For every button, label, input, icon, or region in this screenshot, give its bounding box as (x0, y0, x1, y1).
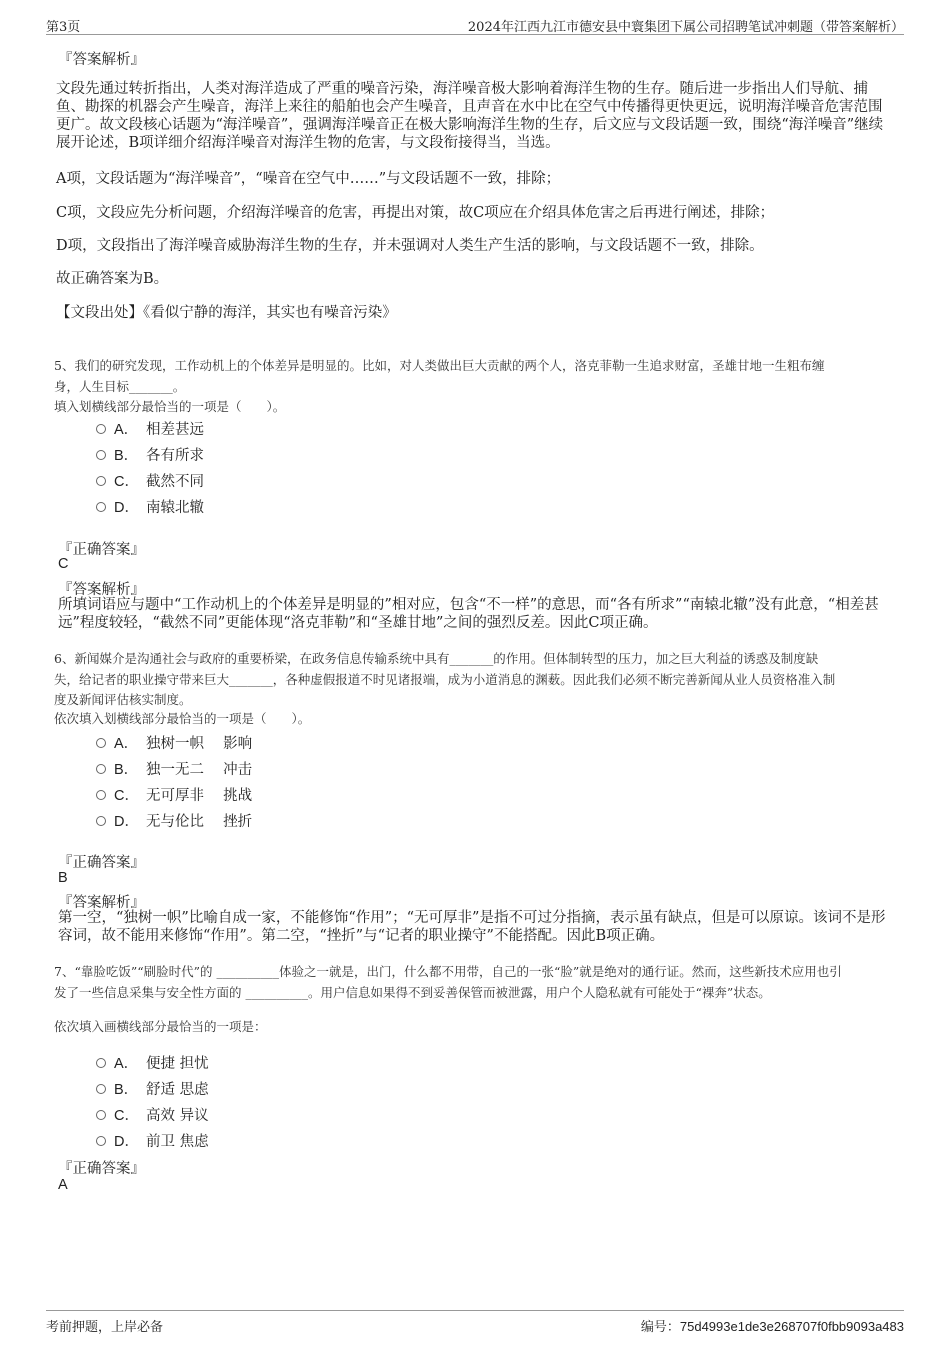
q6-analysis: 第一空，“独树一帜”比喻自成一家，不能修饰“作用”；“无可厚非”是指不可过分指摘，表示虽有缺点，但是可以原谅。该词不是形容词，故不能用来修饰“作用”。第二空，“挫折”与“记者的职业操守”不能搭配。因此B项正确。 (58, 910, 886, 944)
q5-stem-line-2: 身，人生目标_______。 (54, 379, 186, 394)
footer-slogan: 考前押题，上岸必备 (46, 1320, 164, 1335)
option-letter: A． (114, 1056, 139, 1072)
option-text: 无与伦比 挫折 (146, 814, 253, 830)
radio-icon[interactable] (96, 1084, 106, 1094)
code-label: 编号： (640, 1320, 680, 1335)
q5-stem-line-1: 5、我们的研究发现，工作动机上的个体差异是明显的。比如，对人类做出巨大贡献的两个人，洛克菲勒一生追求财富，圣雄甘地一生粗布缠 (54, 358, 825, 373)
q7-stem-line-1: 7、“靠脸吃饭”“刷脸时代”的 __________体验之一就是，出门，什么都不用带，自己的一张“脸”就是绝对的通行证。然而，这些新技术应用也引 (54, 964, 842, 979)
code-value: 75d4993e1de3e268707f0fbb9093a483 (679, 1319, 904, 1334)
option-letter: D． (114, 814, 139, 830)
q7-answer-label: 『正确答案』 (58, 1161, 145, 1177)
option-text: 高效 异议 (146, 1108, 209, 1124)
option-letter: B． (114, 762, 139, 778)
q4-analysis-paragraph: 文段先通过转折指出，人类对海洋造成了严重的噪音污染，海洋噪音极大影响着海洋生物的生存。随后进一步指出人们导航、捕鱼、勘探的机器会产生噪音，海洋上来往的船舶也会产生噪音，且声音在水中比在空气中传播得更快更远，说明海洋噪音危害范围更广。故文段核心话题为“海洋噪音”，强调海洋噪音正在极大影响海洋生物的生存，后文应与文段话题一致，围绕“海洋噪音”继续展开论述，B项详细介绍海洋噪音对海洋生物的危害，与文段衔接得当，当选。 (56, 81, 884, 151)
q6-option-d[interactable] (96, 810, 252, 830)
q6-option-c[interactable] (96, 784, 252, 804)
document-code (641, 1316, 904, 1335)
option-text: 舒适 思虑 (146, 1082, 209, 1098)
option-text: 相差甚远 (146, 422, 204, 438)
option-letter: D． (114, 1134, 139, 1150)
option-letter: B． (114, 448, 139, 464)
q6-prompt: 依次填入划横线部分最恰当的一项是（ ）。 (54, 711, 311, 726)
radio-icon[interactable] (96, 738, 106, 748)
q7-option-d[interactable] (96, 1130, 209, 1150)
q6-stem-line-1: 6、新闻媒介是沟通社会与政府的重要桥梁，在政务信息传输系统中具有_______的作用。但体制转型的压力，加之巨大利益的诱惑及制度缺 (54, 651, 819, 666)
radio-icon[interactable] (96, 1136, 106, 1146)
q5-answer: C (58, 556, 69, 572)
q7-answer: A (58, 1177, 68, 1193)
q4-analysis-option-d: D项，文段指出了海洋噪音威胁海洋生物的生存，并未强调对人类生产生活的影响，与文段话题不一致，排除。 (56, 238, 764, 254)
option-letter: B． (114, 1082, 139, 1098)
q7-prompt: 依次填入画横线部分最恰当的一项是： (54, 1019, 267, 1034)
q6-stem-line-2: 失，给记者的职业操守带来巨大_______，各种虚假报道不时见诸报端，成为小道消息的渊薮。因此我们必须不断完善新闻从业人员资格准入制 (54, 672, 836, 687)
q6-answer-label: 『正确答案』 (58, 855, 145, 871)
radio-icon[interactable] (96, 1058, 106, 1068)
option-text: 截然不同 (146, 474, 204, 490)
radio-icon[interactable] (96, 450, 106, 460)
option-letter: C． (114, 788, 139, 804)
option-text: 便捷 担忧 (146, 1056, 209, 1072)
q7-option-a[interactable] (96, 1052, 209, 1072)
radio-icon[interactable] (96, 476, 106, 486)
q6-stem-line-3: 度及新闻评估核实制度。 (54, 692, 192, 707)
option-text: 无可厚非 挑战 (146, 788, 253, 804)
q5-analysis: 所填词语应与题中“工作动机上的个体差异是明显的”相对应，包含“不一样”的意思，而“各有所求”“南辕北辙”没有此意，“相差甚远”程度较轻，“截然不同”更能体现“洛克菲勒”和“圣雄甘地”之间的强烈反差。因此C项正确。 (58, 597, 879, 631)
page-number: 第3页 (46, 20, 81, 35)
radio-icon[interactable] (96, 816, 106, 826)
radio-icon[interactable] (96, 790, 106, 800)
q5-answer-label: 『正确答案』 (58, 542, 145, 558)
q5-option-c[interactable] (96, 470, 204, 490)
option-letter: A． (114, 422, 139, 438)
option-letter: A． (114, 736, 139, 752)
q7-stem-line-2: 发了一些信息采集与安全性方面的 __________。用户信息如果得不到妥善保管而被泄露，用户个人隐私就有可能处于“裸奔”状态。 (54, 985, 771, 1000)
option-text: 独一无二 冲击 (146, 762, 253, 778)
q6-answer: B (58, 870, 68, 886)
option-text: 独树一帜 影响 (146, 736, 253, 752)
q4-analysis-option-c: C项，文段应先分析问题，介绍海洋噪音的危害，再提出对策，故C项应在介绍具体危害之后再进行阐述，排除； (56, 205, 775, 221)
radio-icon[interactable] (96, 764, 106, 774)
page-footer (46, 1310, 904, 1335)
option-letter: C． (114, 474, 139, 490)
q6-option-b[interactable] (96, 758, 252, 778)
q5-prompt: 填入划横线部分最恰当的一项是（ ）。 (54, 399, 286, 414)
q7-option-c[interactable] (96, 1104, 209, 1124)
option-letter: C． (114, 1108, 139, 1124)
q4-analysis-option-a: A项，文段话题为“海洋噪音”，“噪音在空气中……”与文段话题不一致，排除； (56, 171, 561, 187)
option-text: 南辕北辙 (146, 500, 204, 516)
page-header (46, 14, 904, 35)
document-title: 2024年江西九江市德安县中寰集团下属公司招聘笔试冲刺题（带答案解析） (467, 20, 904, 35)
option-letter: D． (114, 500, 139, 516)
radio-icon[interactable] (96, 502, 106, 512)
q7-option-b[interactable] (96, 1078, 209, 1098)
q6-analysis-label: 『答案解析』 (58, 895, 145, 911)
q4-source: 【文段出处】《看似宁静的海洋，其实也有噪音污染》 (56, 305, 397, 321)
q5-option-d[interactable] (96, 496, 204, 516)
option-text: 各有所求 (146, 448, 204, 464)
q5-analysis-label: 『答案解析』 (58, 582, 145, 598)
option-text: 前卫 焦虑 (146, 1134, 209, 1150)
q4-analysis-label: 『答案解析』 (58, 52, 145, 68)
radio-icon[interactable] (96, 1110, 106, 1120)
q5-option-b[interactable] (96, 444, 204, 464)
q4-conclusion: 故正确答案为B。 (56, 271, 169, 287)
q5-option-a[interactable] (96, 418, 204, 438)
radio-icon[interactable] (96, 424, 106, 434)
q6-option-a[interactable] (96, 732, 252, 752)
